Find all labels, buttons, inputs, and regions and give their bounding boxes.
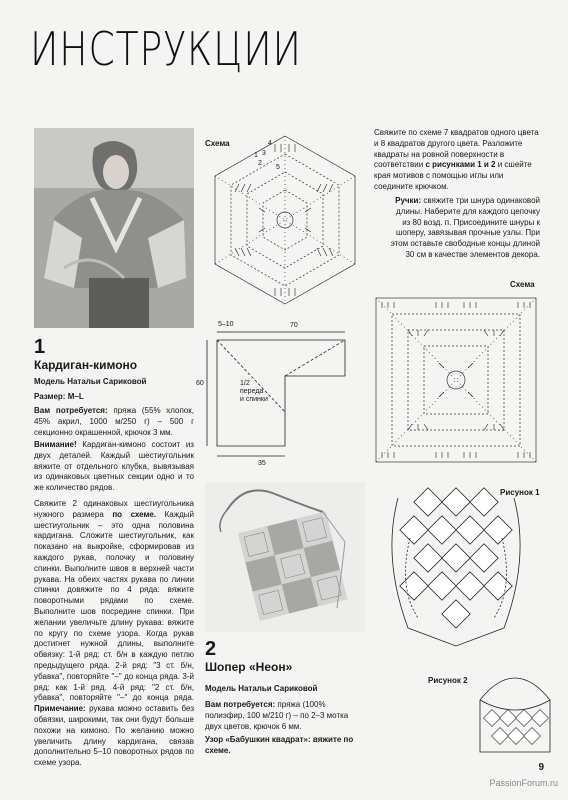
scheme-row-1: 1 bbox=[254, 152, 258, 159]
note-text: рукава можно оставить без обвязки, широкими, так они будут больше похожи на кимоно. По желанию можно увеличить длину кардигана, связав дополнительно 5–10 поворотных рядов по схеме узора. bbox=[34, 704, 194, 768]
size-label: Размер: bbox=[34, 392, 66, 401]
scheme-2-label: Схема bbox=[510, 280, 535, 289]
handles-label: Ручки: bbox=[395, 196, 422, 205]
handles-body: свяжите три шнура одинаковой длины. Наберите для каждого цепочку из 80 возд. п. Присоедините шнуры к шоперу, завязывая прочные узлы. При этом оставьте свободные концы длиной 30 см в качестве элементов декора. bbox=[390, 196, 540, 259]
item-2-author: Модель Натальи Сариковой bbox=[205, 684, 318, 693]
assembly-text-2: и сшейте края мотивов с помощью иглы или соедините крючком. bbox=[374, 160, 532, 191]
stitch-text: вяжите по схеме. bbox=[205, 735, 354, 755]
dim-top: 70 bbox=[290, 322, 298, 329]
item-1-number: 1 bbox=[34, 336, 46, 358]
scheme-row-4: 4 bbox=[268, 140, 272, 147]
scheme-row-2: 2 bbox=[258, 160, 262, 167]
dim-side: 60 bbox=[196, 380, 204, 387]
shopper-photo bbox=[205, 482, 365, 632]
attention-text: Кардиган-кимоно состоит из двух деталей. Каждый шестиугольник вяжите от отдельного клубка, вывязывая из одинаковых цветных секции одно и то же количество рядов. bbox=[34, 440, 194, 493]
item-1-attention bbox=[34, 440, 194, 494]
item-2-materials bbox=[205, 700, 365, 732]
item-2-title: Шопер «Неон» bbox=[205, 660, 293, 674]
scheme-row-3: 3 bbox=[262, 150, 266, 157]
assembly-text-1: Свяжите по схеме 7 квадратов одного цвета и 8 квадратов другого цвета. Разложите квадраты на ровной поверхности в соответствии bbox=[374, 128, 539, 170]
scheme-1-label: Схема bbox=[205, 139, 230, 148]
item-2-materials-text: пряжа (100% полиэфир, 100 м/210 г) – по 2–3 мотка двух цветов, крючок 6 мм. bbox=[205, 700, 349, 731]
body-text-bold: по схеме. bbox=[112, 509, 157, 519]
figure-1 bbox=[378, 478, 548, 658]
figure-1-label: Рисунок 1 bbox=[500, 488, 540, 497]
item-1-title: Кардиган-кимоно bbox=[34, 358, 138, 372]
item-1-body bbox=[34, 499, 194, 769]
pattern-fraction: 1/2 bbox=[240, 380, 250, 387]
scheme-row-5: 5 bbox=[276, 164, 280, 171]
body-text-1: Свяжите 2 одинаковых шестиугольника нужного размера bbox=[34, 499, 194, 519]
dim-top-left: 5–10 bbox=[218, 321, 234, 328]
dim-bottom: 35 bbox=[258, 460, 266, 467]
pattern-text-1: переда bbox=[240, 388, 264, 395]
note-label: Примечание: bbox=[34, 704, 86, 714]
assembly-text-bold: с рисунками 1 и 2 bbox=[425, 160, 496, 170]
handles-text bbox=[390, 196, 540, 261]
page-number: 9 bbox=[538, 762, 544, 773]
item-2-materials-label: Вам потребуется: bbox=[205, 700, 276, 709]
item-1-materials bbox=[34, 406, 194, 438]
pattern-text-2: и спинки bbox=[240, 396, 268, 403]
shopper-photo-drawing bbox=[205, 482, 365, 632]
attention-label: Внимание! bbox=[34, 440, 77, 449]
cardigan-photo-drawing bbox=[34, 128, 194, 328]
pattern-label bbox=[240, 380, 268, 404]
size-value: M–L bbox=[67, 392, 84, 401]
item-2-number: 2 bbox=[205, 638, 217, 660]
materials-text: пряжа (55% хлопок, 45% акрил, 1000 м/250 г) – 500 г секционно окрашенной, крючок 3 мм. bbox=[34, 406, 194, 437]
cardigan-photo bbox=[34, 128, 194, 328]
granny-square-scheme bbox=[372, 294, 540, 466]
assembly-text bbox=[374, 128, 539, 193]
pattern-diagram bbox=[205, 318, 365, 478]
watermark: PassionForum.ru bbox=[489, 778, 558, 788]
materials-label: Вам потребуется: bbox=[34, 406, 108, 415]
item-1-size bbox=[34, 392, 84, 403]
item-1-author: Модель Натальи Сариковой bbox=[34, 377, 147, 386]
body-text-2: Каждый шестиугольник – это одна половина кардигана. Сложите шестиугольник, как показано на выкройке, сформировав из каждого рукав, полочку и половину спинки. Выполните швов в верхней части рукава. На обеих частях рукава по линии спинки довяжите по 4 ряда: вяжите поворотными рядами по схеме. Выполните шов посредине спинки. При желании увеличьте длину рукава: вяжите по кругу по схеме узора. Когда рукав достигнет нужной длины, выполните обвязку: 1-й ряд: ст. б/н в каждую петлю предыдущего ряда. 2-й ряд: "3 ст. б/н, убавка", повторяйте "–" до конца ряда. 3-й ряд: как 1-й ряд. 4-й ряд: "2 ст. б/н, убавка", повторяйте "–" до конца ряда. bbox=[34, 509, 194, 703]
figure-2-label: Рисунок 2 bbox=[428, 676, 468, 685]
page-title: ИНСТРУКЦИИ bbox=[30, 22, 302, 76]
figure-2 bbox=[470, 660, 560, 760]
hexagon-scheme bbox=[205, 132, 365, 308]
item-2-stitch bbox=[205, 735, 375, 757]
stitch-label: Узор «Бабушкин квадрат»: bbox=[205, 735, 311, 744]
